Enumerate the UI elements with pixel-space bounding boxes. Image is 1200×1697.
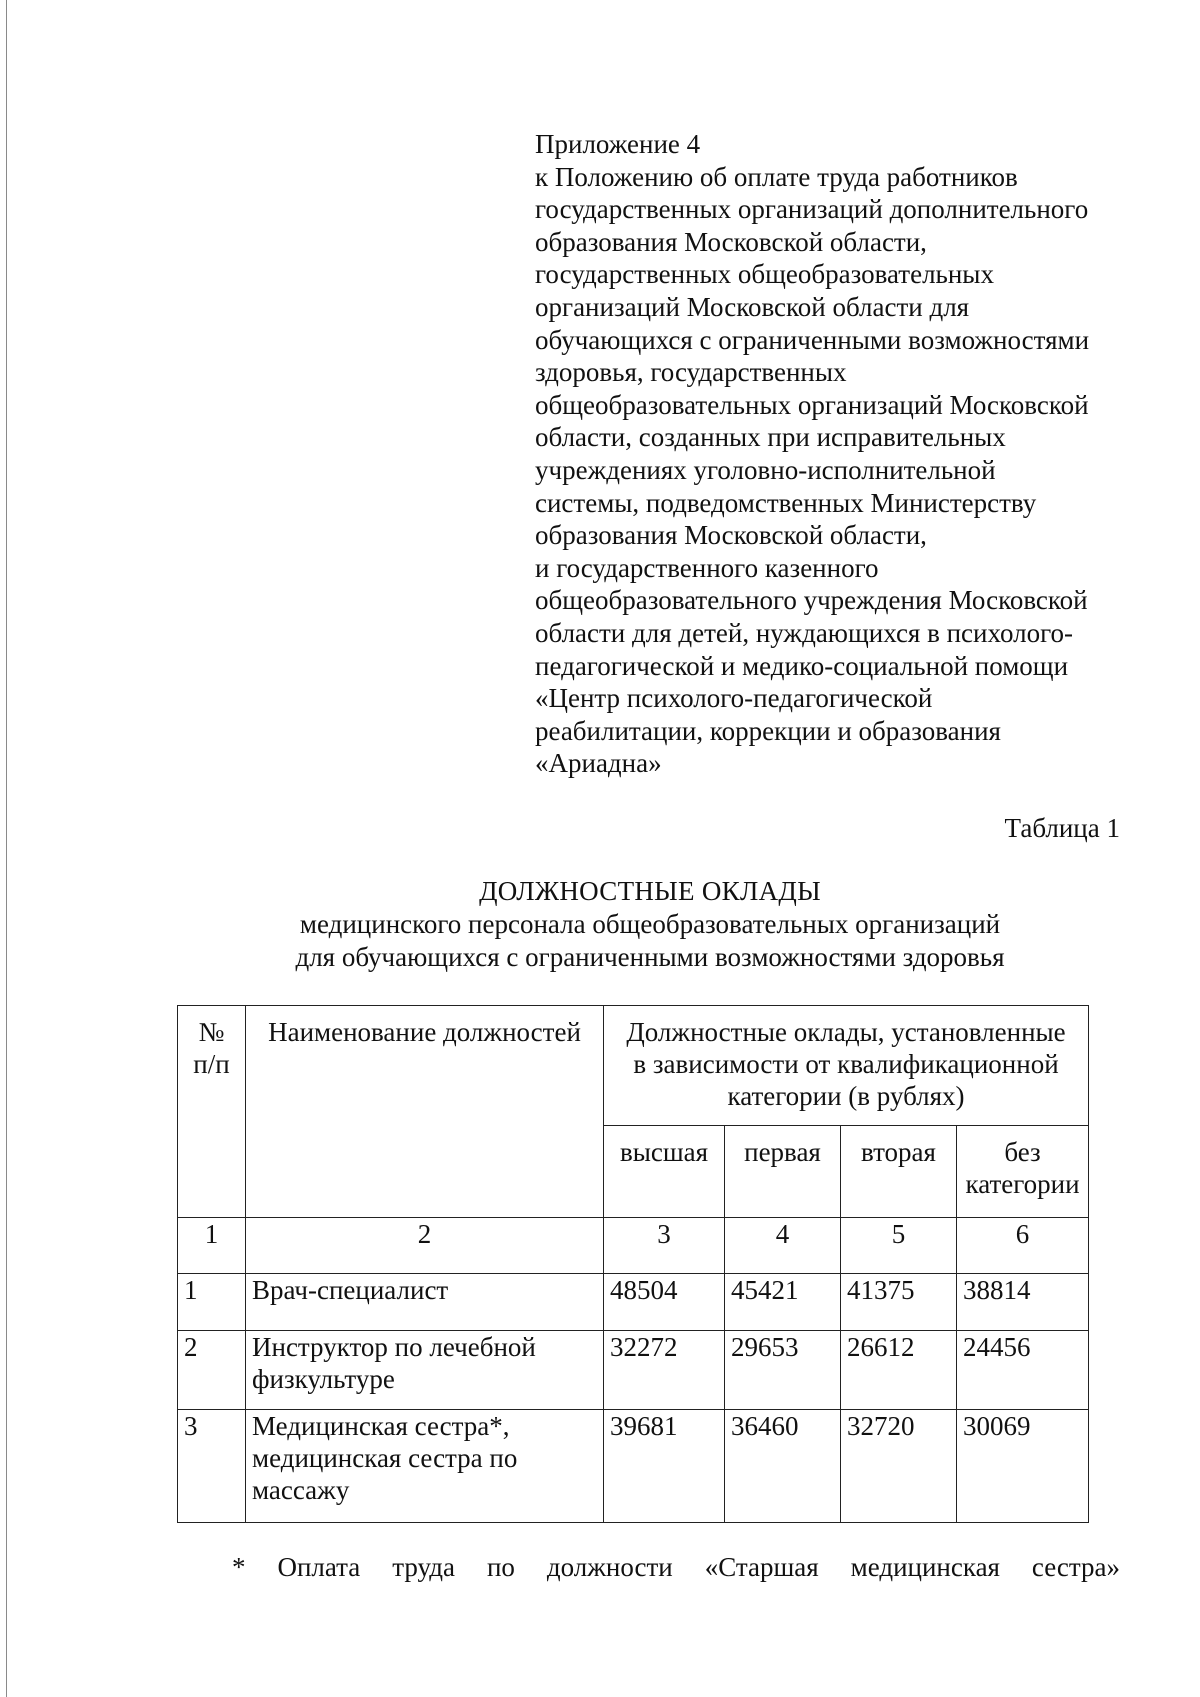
salary-value: 48504 <box>604 1274 725 1331</box>
salary-value: 36460 <box>725 1410 841 1523</box>
position-name-line: физкультуре <box>252 1364 395 1394</box>
column-number: 1 <box>178 1218 246 1274</box>
appendix-line: области, созданных при исправительных <box>535 422 1006 453</box>
position-name-line: массажу <box>252 1475 350 1505</box>
salary-value: 26612 <box>841 1331 957 1410</box>
footnote: * Оплата труда по должности «Старшая медицинская сестра» <box>232 1552 1120 1582</box>
salary-value: 32272 <box>604 1331 725 1410</box>
appendix-line: реабилитации, коррекции и образования <box>535 715 1001 746</box>
row-number: 1 <box>178 1274 246 1331</box>
salary-value: 24456 <box>957 1331 1089 1410</box>
salary-value: 39681 <box>604 1410 725 1523</box>
column-number: 5 <box>841 1218 957 1274</box>
header-salary-group-line: категории (в рублях) <box>727 1081 965 1111</box>
table-row <box>178 1410 1089 1523</box>
salary-table <box>177 1005 1089 1523</box>
salary-value: 30069 <box>957 1410 1089 1523</box>
salary-value: 41375 <box>841 1274 957 1331</box>
appendix-line: системы, подведомственных Министерству <box>535 487 1037 518</box>
header-category-highest: высшая <box>604 1126 725 1218</box>
table-title: ДОЛЖНОСТНЫЕ ОКЛАДЫ <box>479 876 821 906</box>
row-number: 3 <box>178 1410 246 1523</box>
header-category-none: без категории <box>957 1126 1089 1218</box>
appendix-line: государственных общеобразовательных <box>535 259 994 290</box>
column-number: 6 <box>957 1218 1089 1274</box>
column-number-row <box>178 1218 1089 1274</box>
appendix-heading <box>535 128 1145 780</box>
appendix-line: педагогической и медико-социальной помощи <box>535 650 1069 681</box>
header-salary-group <box>604 1006 1089 1126</box>
header-num-line: № <box>198 1017 225 1047</box>
appendix-line: «Центр психолого-педагогической <box>535 683 933 714</box>
appendix-line: «Ариадна» <box>535 748 662 779</box>
header-category-second: вторая <box>841 1126 957 1218</box>
table-row <box>178 1274 1089 1331</box>
column-number: 2 <box>246 1218 604 1274</box>
appendix-line: общеобразовательных организаций Московской <box>535 389 1089 420</box>
table-row <box>178 1331 1089 1410</box>
header-category-first: первая <box>725 1126 841 1218</box>
appendix-line: здоровья, государственных <box>535 357 847 388</box>
appendix-line: государственных организаций дополнительного <box>535 194 1089 225</box>
appendix-line: обучающихся с ограниченными возможностями <box>535 324 1090 355</box>
header-salary-group-line: Должностные оклады, установленные <box>626 1017 1066 1047</box>
appendix-line: Приложение 4 <box>535 129 701 159</box>
header-num <box>178 1006 246 1218</box>
appendix-line: образования Московской области, <box>535 520 927 551</box>
position-name <box>246 1274 604 1331</box>
salary-value: 38814 <box>957 1274 1089 1331</box>
table-subtitle-line: медицинского персонала общеобразовательных организаций <box>299 909 1001 939</box>
appendix-line: организаций Московской области для <box>535 291 970 322</box>
appendix-line: общеобразовательного учреждения Московской <box>535 585 1088 616</box>
header-num-line: п/п <box>193 1049 230 1079</box>
header-salary-group-line: в зависимости от квалификационной <box>633 1049 1059 1079</box>
position-name <box>246 1410 604 1523</box>
appendix-line: области для детей, нуждающихся в психолого- <box>535 617 1073 648</box>
appendix-line: образования Московской области, <box>535 226 927 257</box>
position-name-line: Врач-специалист <box>252 1275 449 1305</box>
appendix-line: учреждениях уголовно-исполнительной <box>535 454 996 485</box>
appendix-line: к Положению об оплате труда работников <box>535 161 1018 192</box>
header-position-name: Наименование должностей <box>246 1006 604 1218</box>
table-header-row <box>178 1006 1089 1126</box>
column-number: 3 <box>604 1218 725 1274</box>
scan-edge-line <box>6 0 7 1697</box>
row-number: 2 <box>178 1331 246 1410</box>
table-title-block <box>150 875 1150 974</box>
table-subtitle-line: для обучающихся с ограниченными возможностями здоровья <box>295 942 1005 972</box>
position-name-line: медицинская сестра по <box>252 1443 518 1473</box>
salary-value: 29653 <box>725 1331 841 1410</box>
position-name-line: Инструктор по лечебной <box>252 1332 536 1362</box>
table-label: Таблица 1 <box>1004 813 1120 843</box>
salary-value: 45421 <box>725 1274 841 1331</box>
column-number: 4 <box>725 1218 841 1274</box>
salary-value: 32720 <box>841 1410 957 1523</box>
appendix-line: и государственного казенного <box>535 552 879 583</box>
position-name-line: Медицинская сестра*, <box>252 1411 510 1441</box>
position-name <box>246 1331 604 1410</box>
